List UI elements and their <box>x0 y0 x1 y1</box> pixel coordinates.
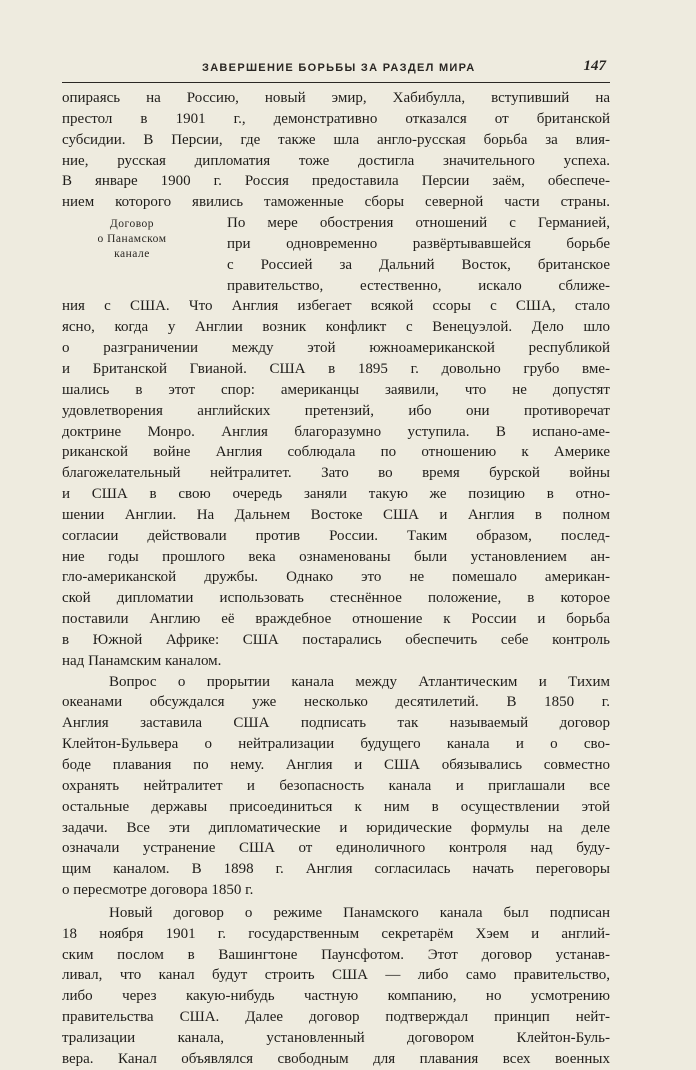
text-line: ским послом в Вашингтоне Паунсфотом. Этот договор устанав- <box>62 946 610 963</box>
text-line: боде плавания по нему. Англия и США обязывались совместно <box>62 757 610 773</box>
text-line: вера. Канал объявлялся свободным для плавания всех военных <box>62 1050 610 1067</box>
page-number: 147 <box>583 58 606 74</box>
text-line: ской дипломатии использовать стеснённое положение, в которое <box>62 590 610 607</box>
running-title: ЗАВЕРШЕНИЕ БОРЬБЫ ЗА РАЗДЕЛ МИРА <box>202 62 476 74</box>
text-line: трализации канала, установленный договором Клейтон-Буль- <box>62 1029 610 1046</box>
text-line: 18 ноября 1901 г. государственным секретарём Хэем и англий- <box>62 925 610 942</box>
text-line: при одновременно развёртывавшейся борьбе <box>227 235 610 252</box>
text-line: шались в этот спор: американцы заявили, что не допустят <box>62 381 610 398</box>
text-line: благожелательный нейтралитет. Зато во время бурской войны <box>62 465 610 482</box>
text-line: и Британской Гвианой. США в 1895 г. довольно грубо вме- <box>62 360 610 377</box>
text-line: правительства США. Далее договор подтверждал принцип нейт- <box>62 1009 610 1026</box>
text-line: Клейтон-Бульвера о нейтрализации будущего канала и о сво- <box>62 736 610 753</box>
text-line: гло-американской дружбы. Однако это не помешало американ- <box>62 569 610 586</box>
text-line: субсидии. В Персии, где также шла англо-русская борьба за влия- <box>62 131 610 148</box>
text-line: остальные державы присоединиться к ним в осуществлении этой <box>62 798 610 815</box>
text-line: ние, русская дипломатия тоже достигла значительного успеха. <box>62 152 610 169</box>
margin-note-block <box>62 213 610 296</box>
text-line: ние годы прошлого века ознаменованы были установлением ан- <box>62 548 610 565</box>
text-line: В январе 1900 г. Россия предоставила Персии заём, обеспече- <box>62 173 610 190</box>
text-line: доктрине Монро. Англия благоразумно уступила. В испано-аме- <box>62 423 610 440</box>
text-line: либо через какую-нибудь частную компанию, но усмотрению <box>62 988 610 1005</box>
wrapped-text <box>227 213 610 296</box>
text-line: ясно, когда у Англии возник конфликт с Венецуэлой. Дело шло <box>62 319 610 336</box>
text-line: риканской войне Англия соблюдала по отношению к Америке <box>62 444 610 461</box>
margin-note-line: Договор <box>109 218 155 231</box>
text-line: в Южной Африке: США постарались обеспечить себе контроль <box>62 631 610 648</box>
text-line: Англия заставила США подписать так называемый договор <box>62 715 610 732</box>
text-line: поставили Англию её враждебное отношение к России и борьба <box>62 611 610 628</box>
text-line: согласии действовали против России. Таким образом, послед- <box>62 527 610 544</box>
text-line: океанами обсуждался уже несколько десятилетий. В 1850 г. <box>62 694 610 711</box>
text-line: правительство, естественно, искало сближе- <box>227 277 610 294</box>
text-line: ливал, что канал будут строить США — либо само правительство, <box>62 967 610 984</box>
text-line: означали устранение США от единоличного контроля над буду- <box>62 840 610 857</box>
text-line: с Россией за Дальний Восток, британское <box>227 256 610 273</box>
text-line: удовлетворения английских претензий, ибо они противоречат <box>62 402 610 419</box>
text-line: охранять нейтралитет и безопасность канала и приглашали все <box>62 777 610 794</box>
text-line: По мере обострения отношений с Германией, <box>227 215 610 232</box>
text-line: ния с США. Что Англия избегает всякой ссоры с США, стало <box>62 298 610 315</box>
text-line: престол в 1901 г., демонстративно отказался от британской <box>62 110 610 127</box>
paragraph-3 <box>62 672 610 901</box>
text-line: о разграничении между этой южноамериканской республикой <box>62 340 610 357</box>
text-line: Вопрос о прорытии канала между Атлантическим и Тихим <box>109 673 610 690</box>
paragraph-4 <box>62 903 610 1070</box>
text-line: и США в свою очередь заняли такую же позицию в отно- <box>62 486 610 503</box>
text-line: шении Англии. На Дальнем Востоке США и Англия в полном <box>62 506 610 523</box>
text-line: над Панамским каналом. <box>62 652 222 669</box>
margin-note <box>62 217 202 262</box>
text-line: щим каналом. В 1898 г. Англия согласилась начать переговоры <box>62 861 610 878</box>
text-line: о пересмотре договора 1850 г. <box>62 882 254 899</box>
running-head <box>62 54 610 83</box>
paragraph-2 <box>62 213 610 672</box>
margin-note-line: канале <box>114 248 150 261</box>
text-line: опираясь на Россию, новый эмир, Хабибулла, вступивший на <box>62 90 610 106</box>
text-line: Новый договор о режиме Панамского канала был подписан <box>109 904 610 921</box>
margin-note-line: о Панамском <box>97 233 167 246</box>
text-line: задачи. Все эти дипломатические и юридические формулы на деле <box>62 819 610 836</box>
body-text <box>62 88 610 1070</box>
paragraph-1 <box>62 88 610 213</box>
text-line: нием которого явились таможенные сборы северной части страны. <box>62 194 610 211</box>
